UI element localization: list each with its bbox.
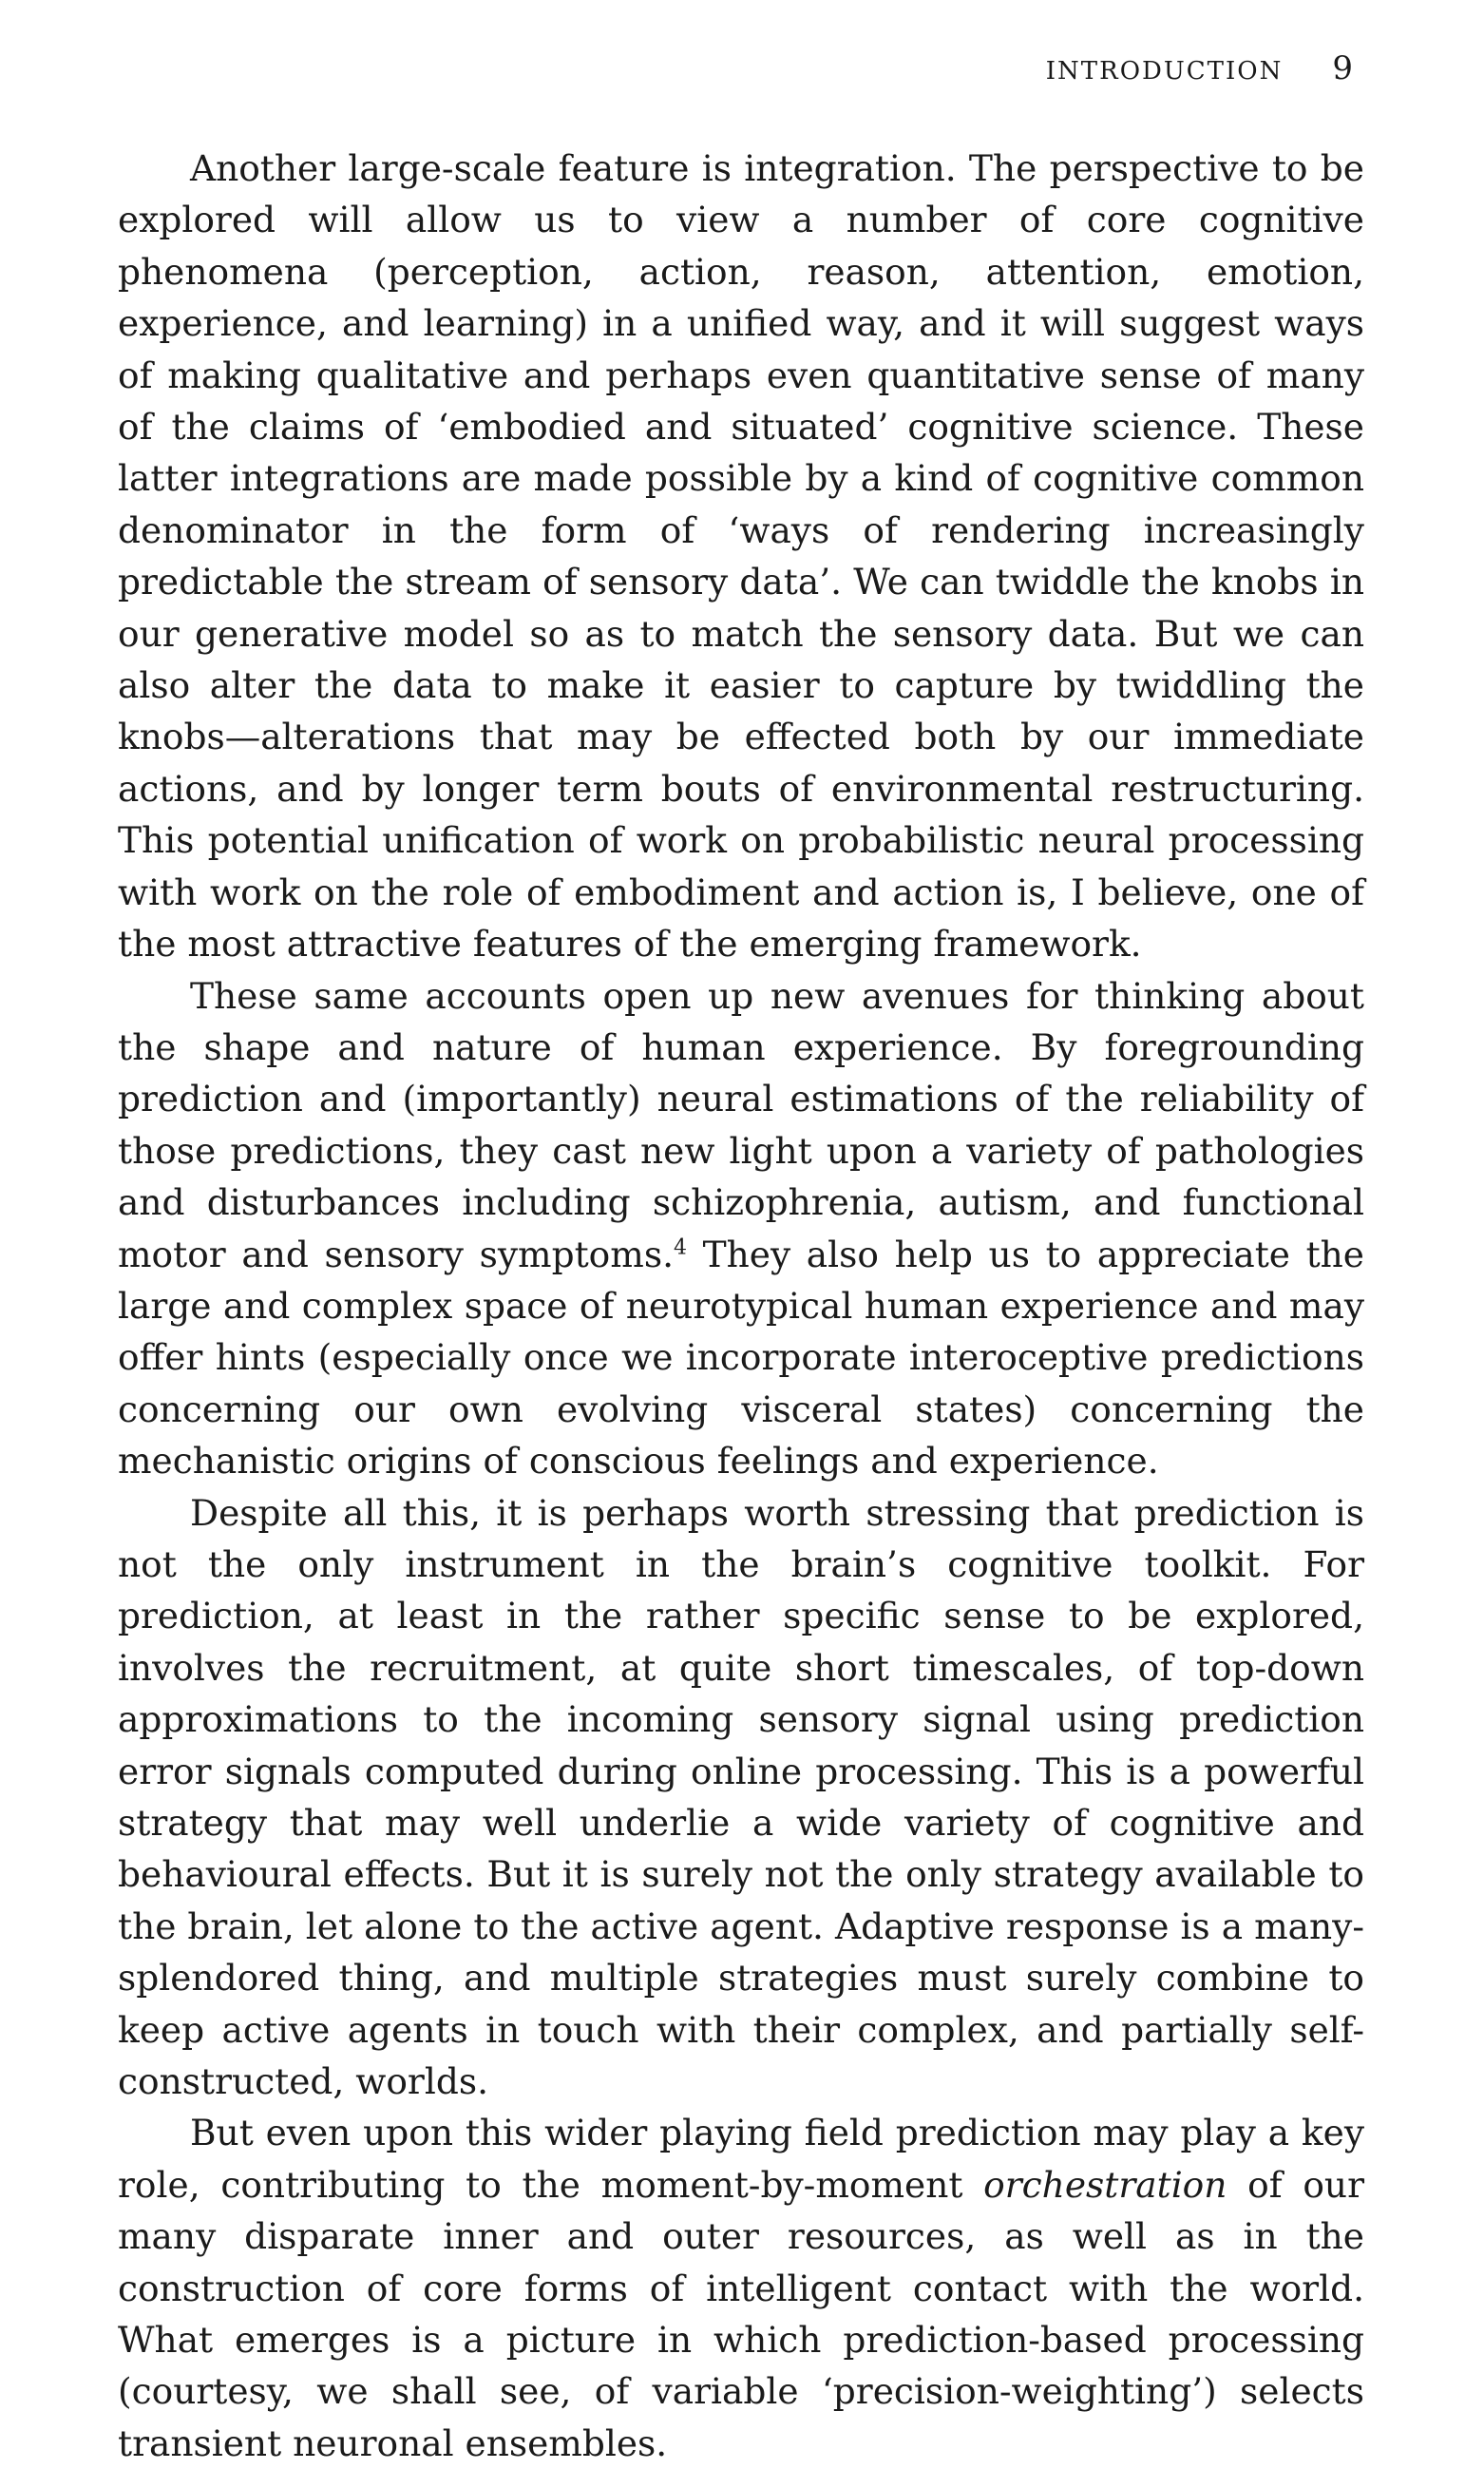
footnote-marker-4[interactable]: 4 bbox=[674, 1235, 687, 1260]
paragraph-4-text-b: of our many disparate inner and outer resources, as well as in the construction of core forms of intelligent contact with the world. What emerges is a picture in which prediction-based processing (courtesy, we shall see, of variable ‘precision-weighting’) selects transient neuronal ensembles. bbox=[118, 2163, 1364, 2464]
running-head-title: INTRODUCTION bbox=[1045, 57, 1284, 86]
emphasis-orchestration: orchestration bbox=[983, 2163, 1227, 2206]
paragraph-1: Another large-scale feature is integration. The perspective to be explored will allow us to view a number of core cognitive phenomena (perception, action, reason, attention, emotion, experience, and learning) in a unified way, and it will suggest ways of making qualitative and perhaps even quantitative sense of many of the claims of ‘embodied and situated’ cognitive science. These latter integrations are made possible by a kind of cognitive common denominator in the form of ‘ways of rendering increasingly predictable the stream of sensory data’. We can twiddle the knobs in our generative model so as to match the sensory data. But we can also alter the data to make it easier to capture by twiddling the knobs—alterations that may be effected both by our immediate actions, and by longer term bouts of environmental restructuring. This potential unification of work on probabilistic neural processing with work on the role of embodiment and action is, I believe, one of the most attractive features of the emerging framework. bbox=[118, 147, 1364, 966]
paragraph-2-text-b: They also help us to appreciate the large and complex space of neurotypical human experience and may offer hints (especially once we incorporate interoceptive predictions concerning our own evolving visceral states) concerning the mechanistic origins of conscious feelings and experience. bbox=[118, 1233, 1364, 1483]
paragraph-4-text-a: But even upon this wider playing field prediction may play a key role, contributing to the moment-by-moment bbox=[118, 2112, 1364, 2206]
body-text bbox=[118, 143, 1364, 2469]
paragraph-2 bbox=[118, 970, 1364, 1487]
running-head bbox=[1046, 49, 1355, 87]
paragraph-2-text-a: These same accounts open up new avenues for thinking about the shape and nature of human experience. By foregrounding prediction and (importantly) neural estimations of the reliability of those predictions, they cast new light upon a variety of pathologies and disturbances including schizophrenia, autism, and functional motor and sensory symptoms. bbox=[118, 974, 1364, 1275]
paragraph-4 bbox=[118, 2107, 1364, 2469]
paragraph-3: Despite all this, it is perhaps worth stressing that prediction is not the only instrument in the brain’s cognitive toolkit. For prediction, at least in the rather specific sense to be explored, involves the recruitment, at quite short timescales, of top-down approximations to the incoming sensory signal using prediction error signals computed during online processing. This is a powerful strategy that may well underlie a wide variety of cognitive and behavioural effects. But it is surely not the only strategy available to the brain, let alone to the active agent. Adaptive response is a many-splendored thing, and multiple strategies must surely combine to keep active agents in touch with their complex, and partially self-constructed, worlds. bbox=[118, 1491, 1364, 2103]
page-number: 9 bbox=[1332, 49, 1355, 87]
